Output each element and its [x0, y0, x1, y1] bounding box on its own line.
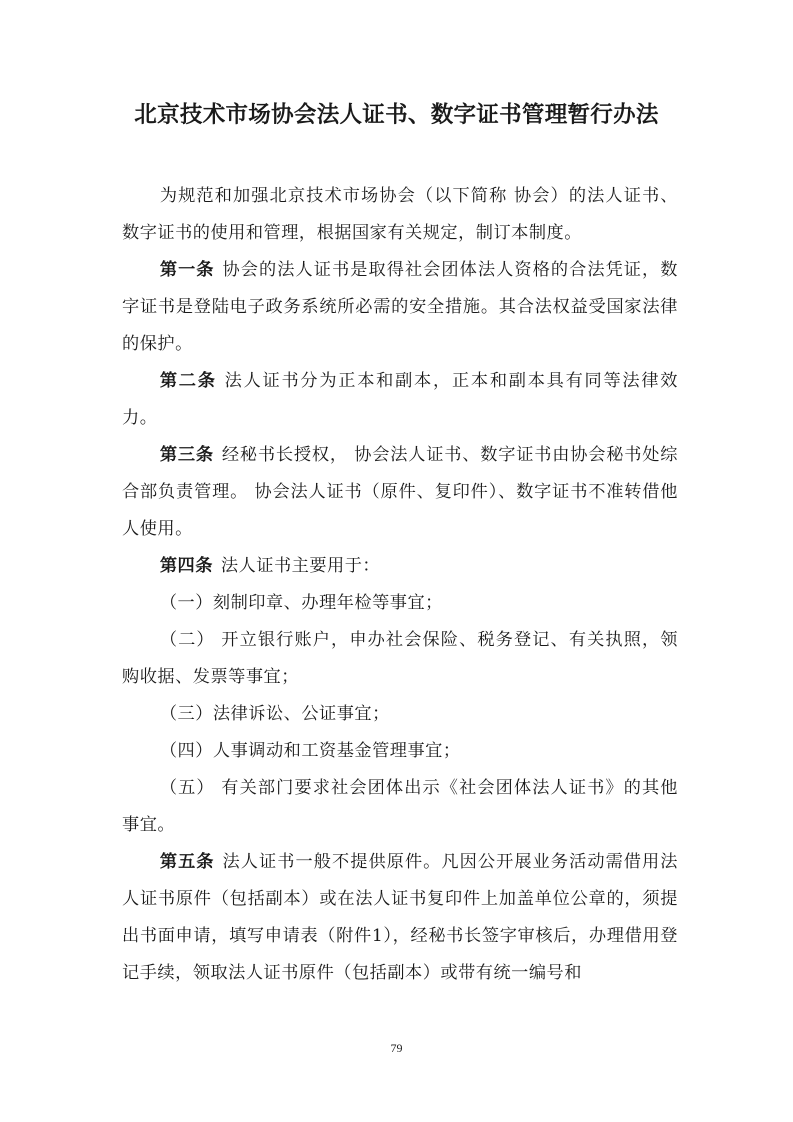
- page-number: 79: [390, 1041, 403, 1055]
- article-4: [122, 548, 678, 585]
- article-text: 法人证书主要用于：: [220, 556, 381, 576]
- document-body: [122, 178, 678, 992]
- intro-paragraph: 为规范和加强北京技术市场协会（以下简称 协会）的法人证书、数字证书的使用和管理，根据国家有关规定，制订本制度。: [122, 186, 678, 243]
- list-item: （五） 有关部门要求社会团体出示《社会团体法人证书》的其他事宜。: [122, 778, 678, 835]
- list-item: （三）法律诉讼、公证事宜；: [159, 704, 390, 724]
- article-2: [122, 363, 678, 437]
- article-text: 经秘书长授权， 协会法人证书、数字证书由协会秘书处综合部负责管理。 协会法人证书（原件、复印件）、数字证书不准转借他人使用。: [122, 445, 678, 539]
- article-3: [122, 437, 678, 548]
- list-item: （一）刻制印章、办理年检等事宜；: [159, 593, 443, 613]
- article-1: [122, 252, 678, 363]
- article-number: 第一条: [159, 260, 215, 280]
- article-text: 法人证书一般不提供原件。凡因公开展业务活动需借用法人证书原件（包括副本）或在法人证书复印件上加盖单位公章的，须提出书面申请，填写申请表（附件1），经秘书长签字审核后，办理借用登记手续，领取法人证书原件（包括副本）或带有统一编号和: [122, 852, 678, 983]
- list-item: （四）人事调动和工资基金管理事宜；: [159, 741, 461, 761]
- article-number: 第四条: [159, 556, 213, 576]
- list-item: （二） 开立银行账户，申办社会保险、税务登记、有关执照，领购收据、发票等事宜；: [122, 630, 678, 687]
- document-title: 北京技术市场协会法人证书、数字证书管理暂行办法: [134, 102, 659, 128]
- article-text: 协会的法人证书是取得社会团体法人资格的合法凭证，数字证书是登陆电子政务系统所必需的安全措施。其合法权益受国家法律的保护。: [122, 260, 678, 354]
- article-text: 法人证书分为正本和副本，正本和副本具有同等法律效力。: [122, 371, 678, 428]
- article-number: 第二条: [159, 371, 217, 391]
- article-5: [122, 844, 678, 992]
- article-number: 第三条: [159, 445, 214, 465]
- article-number: 第五条: [159, 852, 215, 872]
